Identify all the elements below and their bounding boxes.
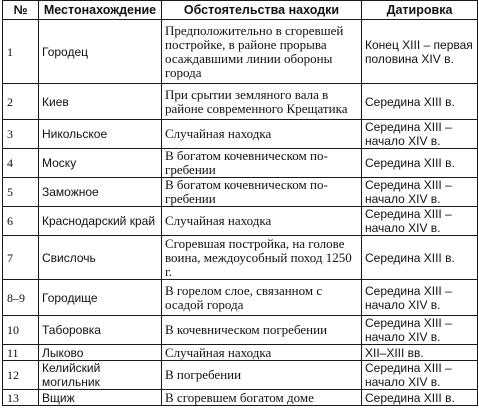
cell-number: 11: [3, 345, 39, 361]
table-row: [3, 236, 478, 280]
cell-location: Киев: [39, 84, 162, 120]
table-row: [3, 149, 478, 178]
cell-location: Заможное: [39, 178, 162, 207]
header-circumstances: Обстоятельства находки: [162, 1, 362, 20]
cell-location: Таборовка: [39, 316, 162, 345]
cell-location: Никольское: [39, 120, 162, 149]
cell-dating: Середина XIII в.: [362, 390, 478, 406]
cell-number: 6: [3, 207, 39, 236]
cell-dating: Конец XIII – первая половина XIV в.: [362, 20, 478, 84]
table-row: [3, 120, 478, 149]
cell-number: 10: [3, 316, 39, 345]
cell-number: 2: [3, 84, 39, 120]
cell-dating: Середина XIII в.: [362, 236, 478, 280]
cell-location: Лыково: [39, 345, 162, 361]
cell-location: Моску: [39, 149, 162, 178]
cell-circumstances: Случайная находка: [162, 120, 362, 149]
table-row: [3, 20, 478, 84]
cell-circumstances: В погребении: [162, 361, 362, 390]
cell-number: 1: [3, 20, 39, 84]
table-row: [3, 84, 478, 120]
cell-location: Краснодарский край: [39, 207, 162, 236]
cell-circumstances: В сгоревшем богатом доме: [162, 390, 362, 406]
cell-number: 13: [3, 390, 39, 406]
cell-number: 8–9: [3, 280, 39, 316]
cell-location: Городец: [39, 20, 162, 84]
cell-dating: Середина XIII – начало XIV в.: [362, 316, 478, 345]
header-dating: Датировка: [362, 1, 478, 20]
table-row: [3, 361, 478, 390]
cell-dating: Середина XIII – начало XIV в.: [362, 120, 478, 149]
cell-circumstances: В богатом кочевническом погребении: [162, 149, 362, 178]
cell-dating: Середина XIII в.: [362, 84, 478, 120]
cell-dating: XII–XIII вв.: [362, 345, 478, 361]
table-row: [3, 390, 478, 406]
cell-dating: Середина XIII – начало XIV в.: [362, 280, 478, 316]
table-row: [3, 207, 478, 236]
cell-circumstances: Предположительно в сгоревшей постройке, в районе прорыва осаждавшими линии обороны города: [162, 20, 362, 84]
table-row: [3, 178, 478, 207]
cell-dating: Середина XIII – начало XIV в.: [362, 207, 478, 236]
cell-number: 5: [3, 178, 39, 207]
cell-number: 12: [3, 361, 39, 390]
table-row: [3, 280, 478, 316]
finds-table: [2, 0, 478, 406]
cell-number: 3: [3, 120, 39, 149]
table-header-row: [3, 1, 478, 20]
cell-dating: Середина XIII – начало XIV в.: [362, 361, 478, 390]
table-row: [3, 316, 478, 345]
table-row: [3, 345, 478, 361]
table-body: [3, 20, 478, 406]
cell-number: 7: [3, 236, 39, 280]
cell-circumstances: Случайная находка: [162, 207, 362, 236]
cell-location: Городище: [39, 280, 162, 316]
cell-circumstances: При срытии земляного вала в районе современного Крещатика: [162, 84, 362, 120]
cell-circumstances: Сгоревшая постройка, на голове воина, междоусобный поход 1250 г.: [162, 236, 362, 280]
header-location: Местонахождение: [39, 1, 162, 20]
cell-number: 4: [3, 149, 39, 178]
header-number: №: [3, 1, 39, 20]
cell-circumstances: В горелом слое, связанном с осадой города: [162, 280, 362, 316]
cell-location: Вщиж: [39, 390, 162, 406]
cell-dating: Середина XIII – начало XIV в.: [362, 178, 478, 207]
cell-location: Келийский могильник: [39, 361, 162, 390]
cell-dating: Середина XIII в.: [362, 149, 478, 178]
cell-circumstances: В богатом кочевническом погребении: [162, 178, 362, 207]
cell-location: Свислочь: [39, 236, 162, 280]
cell-circumstances: В кочевническом погребении: [162, 316, 362, 345]
cell-circumstances: Случайная находка: [162, 345, 362, 361]
